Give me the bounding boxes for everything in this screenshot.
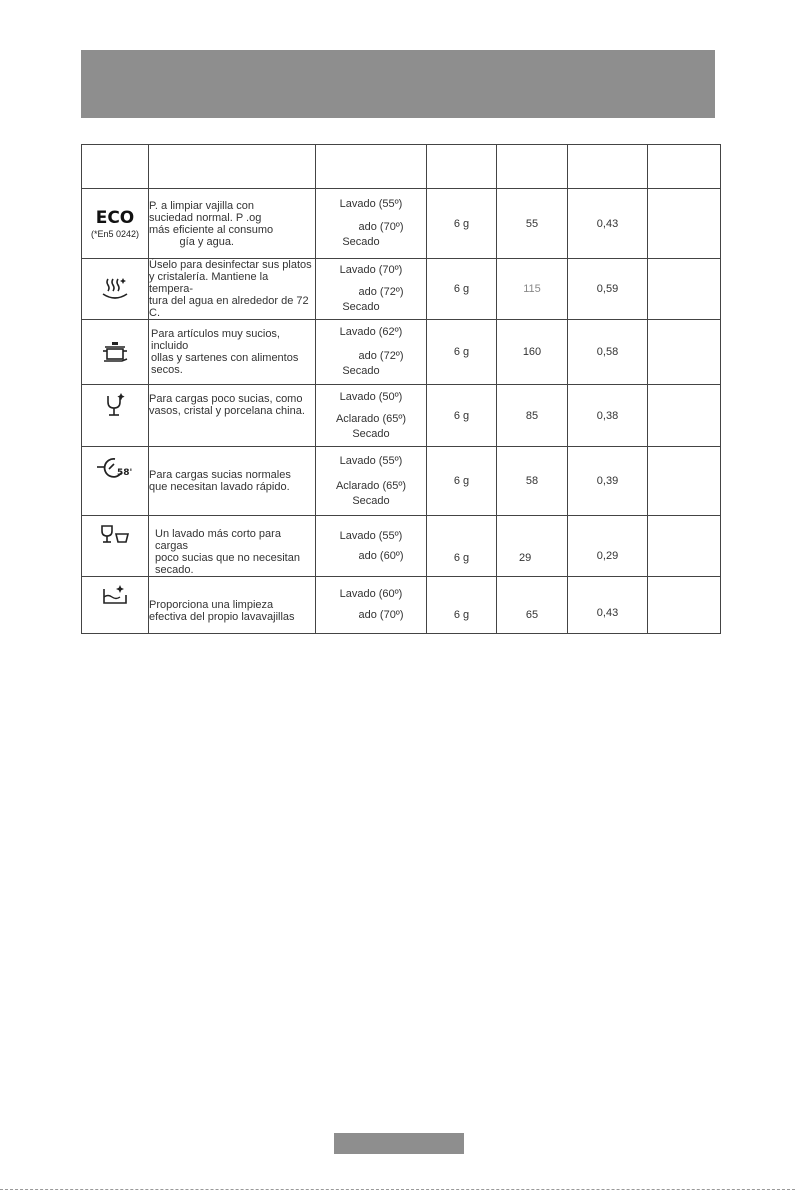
phase-line: Lavado (70º) bbox=[339, 264, 403, 276]
phase-line: Aclarado (65º) bbox=[335, 479, 407, 492]
phase-line: Lavado (55º) bbox=[339, 529, 403, 542]
table-row-quick bbox=[82, 447, 721, 516]
table-header-row bbox=[82, 145, 721, 189]
program-description bbox=[149, 516, 316, 577]
header-cell-energy bbox=[568, 145, 648, 189]
phase-line: Lavado (60º) bbox=[339, 588, 403, 600]
time-value: 58 bbox=[497, 447, 568, 516]
detergent-value: 6 g bbox=[427, 320, 497, 385]
bottom-rule bbox=[0, 1189, 795, 1190]
program-icon-cell bbox=[82, 320, 149, 385]
program-description bbox=[149, 259, 316, 320]
phase-gap bbox=[316, 405, 426, 412]
phase-gap bbox=[316, 340, 426, 349]
detergent-value: 6 g bbox=[427, 189, 497, 259]
program-phases bbox=[316, 385, 427, 447]
phase-line: Secado bbox=[342, 365, 380, 377]
description-line: suciedad normal. P .og bbox=[149, 211, 262, 224]
eco-standard: (*En5 0242) bbox=[90, 228, 140, 239]
phase-gap bbox=[316, 469, 426, 479]
program-description bbox=[149, 320, 316, 385]
energy-value: 0,43 bbox=[568, 577, 648, 634]
energy-value: 0,58 bbox=[568, 320, 648, 385]
phase-line: Secado bbox=[342, 236, 380, 248]
program-phases bbox=[316, 447, 427, 516]
footer-bar bbox=[334, 1133, 464, 1154]
extra-cell bbox=[648, 189, 721, 259]
program-table bbox=[81, 144, 721, 634]
program-icon-cell bbox=[82, 516, 149, 577]
detergent-value: 6 g bbox=[427, 577, 497, 634]
program-phases bbox=[316, 577, 427, 634]
description-line: Para cargas poco sucias, como bbox=[149, 393, 303, 405]
detergent-value: 6 g bbox=[427, 385, 497, 447]
extra-cell bbox=[648, 259, 721, 320]
description-line: Para cargas sucias normales bbox=[149, 469, 291, 481]
phase-line: Aclarado (65º) bbox=[335, 412, 407, 425]
glass-sparkle-icon bbox=[103, 393, 127, 419]
program-icon-cell bbox=[82, 189, 149, 259]
phase-line: ado (60º) bbox=[358, 549, 404, 562]
table-row-sanitize bbox=[82, 259, 721, 320]
quick-58-icon bbox=[95, 455, 135, 481]
energy-value: 0,29 bbox=[568, 516, 648, 577]
description-gap bbox=[155, 516, 315, 528]
time-value: 55 bbox=[497, 189, 568, 259]
extra-cell bbox=[648, 577, 721, 634]
glass-cup-icon bbox=[99, 524, 131, 546]
header-cell-detergent bbox=[427, 145, 497, 189]
energy-value: 0,59 bbox=[568, 259, 648, 320]
program-icon-cell bbox=[82, 259, 149, 320]
description-line: y cristalería. Mantiene la tempera- bbox=[149, 271, 269, 295]
header-cell-phases bbox=[316, 145, 427, 189]
description-line: poco sucias que no necesitan secado. bbox=[155, 552, 300, 576]
description-line: gía y agua. bbox=[149, 235, 234, 248]
phase-line: Lavado (55º) bbox=[339, 454, 403, 467]
energy-value: 0,39 bbox=[568, 447, 648, 516]
extra-cell bbox=[648, 385, 721, 447]
phase-line: Lavado (62º) bbox=[339, 326, 403, 338]
phase-gap bbox=[316, 212, 426, 220]
description-line: tura del agua en alrededor de 72 C. bbox=[149, 295, 309, 319]
description-line: Un lavado más corto para cargas bbox=[155, 528, 281, 552]
phase-line: ado (70º) bbox=[358, 609, 404, 621]
table-row-intensive bbox=[82, 320, 721, 385]
description-gap bbox=[149, 587, 315, 599]
time-value: 65 bbox=[497, 577, 568, 634]
program-phases bbox=[316, 189, 427, 259]
description-line: vasos, cristal y porcelana china. bbox=[149, 405, 305, 417]
extra-cell bbox=[648, 516, 721, 577]
description-line: más eficiente al consumo bbox=[149, 223, 274, 236]
detergent-value: 6 g bbox=[427, 447, 497, 516]
phase-line: Secado bbox=[342, 301, 380, 313]
description-line: P. a limpiar vajilla con bbox=[149, 199, 254, 212]
phase-line: Secado bbox=[352, 494, 390, 507]
program-description bbox=[149, 189, 316, 259]
program-icon-cell bbox=[82, 577, 149, 634]
detergent-value: 6 g bbox=[427, 259, 497, 320]
program-description bbox=[149, 577, 316, 634]
program-phases bbox=[316, 516, 427, 577]
header-bar bbox=[81, 50, 715, 118]
program-description bbox=[149, 385, 316, 447]
energy-value: 0,43 bbox=[568, 189, 648, 259]
description-line: Úselo para desinfectar sus platos bbox=[149, 259, 312, 271]
table-row-self-clean bbox=[82, 577, 721, 634]
header-cell-program bbox=[82, 145, 149, 189]
time-value: 160 bbox=[497, 320, 568, 385]
pot-icon bbox=[100, 340, 130, 364]
phase-line: Secado bbox=[352, 427, 390, 440]
header-cell-extra bbox=[648, 145, 721, 189]
quick-58-label: 58' bbox=[117, 468, 133, 478]
program-phases bbox=[316, 320, 427, 385]
detergent-value: 6 g bbox=[427, 516, 497, 577]
time-value: 115 bbox=[497, 259, 568, 320]
phase-line: ado (70º) bbox=[358, 221, 404, 233]
header-cell-description bbox=[149, 145, 316, 189]
description-line: Para artículos muy sucios, incluido bbox=[151, 328, 280, 352]
extra-cell bbox=[648, 320, 721, 385]
table-row-eco bbox=[82, 189, 721, 259]
description-line: ollas y sartenes con alimentos secos. bbox=[151, 352, 299, 376]
phase-gap bbox=[316, 278, 426, 285]
time-value: 85 bbox=[497, 385, 568, 447]
time-value: 29 bbox=[497, 516, 568, 577]
description-line: efectiva del propio lavavajillas bbox=[149, 611, 295, 623]
program-description bbox=[149, 447, 316, 516]
sanitize-icon bbox=[100, 276, 130, 302]
phase-line: ado (72º) bbox=[358, 350, 404, 362]
eco-icon: ECO bbox=[95, 207, 135, 228]
table-row-glass bbox=[82, 385, 721, 447]
energy-value: 0,38 bbox=[568, 385, 648, 447]
header-cell-time bbox=[497, 145, 568, 189]
phase-line: Lavado (50º) bbox=[339, 390, 403, 403]
phase-line: ado (72º) bbox=[358, 286, 404, 298]
description-line: que necesitan lavado rápido. bbox=[149, 481, 290, 493]
description-line: Proporciona una limpieza bbox=[149, 599, 274, 611]
program-phases bbox=[316, 259, 427, 320]
table-row-light bbox=[82, 516, 721, 577]
extra-cell bbox=[648, 447, 721, 516]
self-clean-icon bbox=[100, 585, 130, 607]
program-icon-cell bbox=[82, 447, 149, 516]
program-icon-cell bbox=[82, 385, 149, 447]
phase-line: Lavado (55º) bbox=[339, 198, 403, 210]
